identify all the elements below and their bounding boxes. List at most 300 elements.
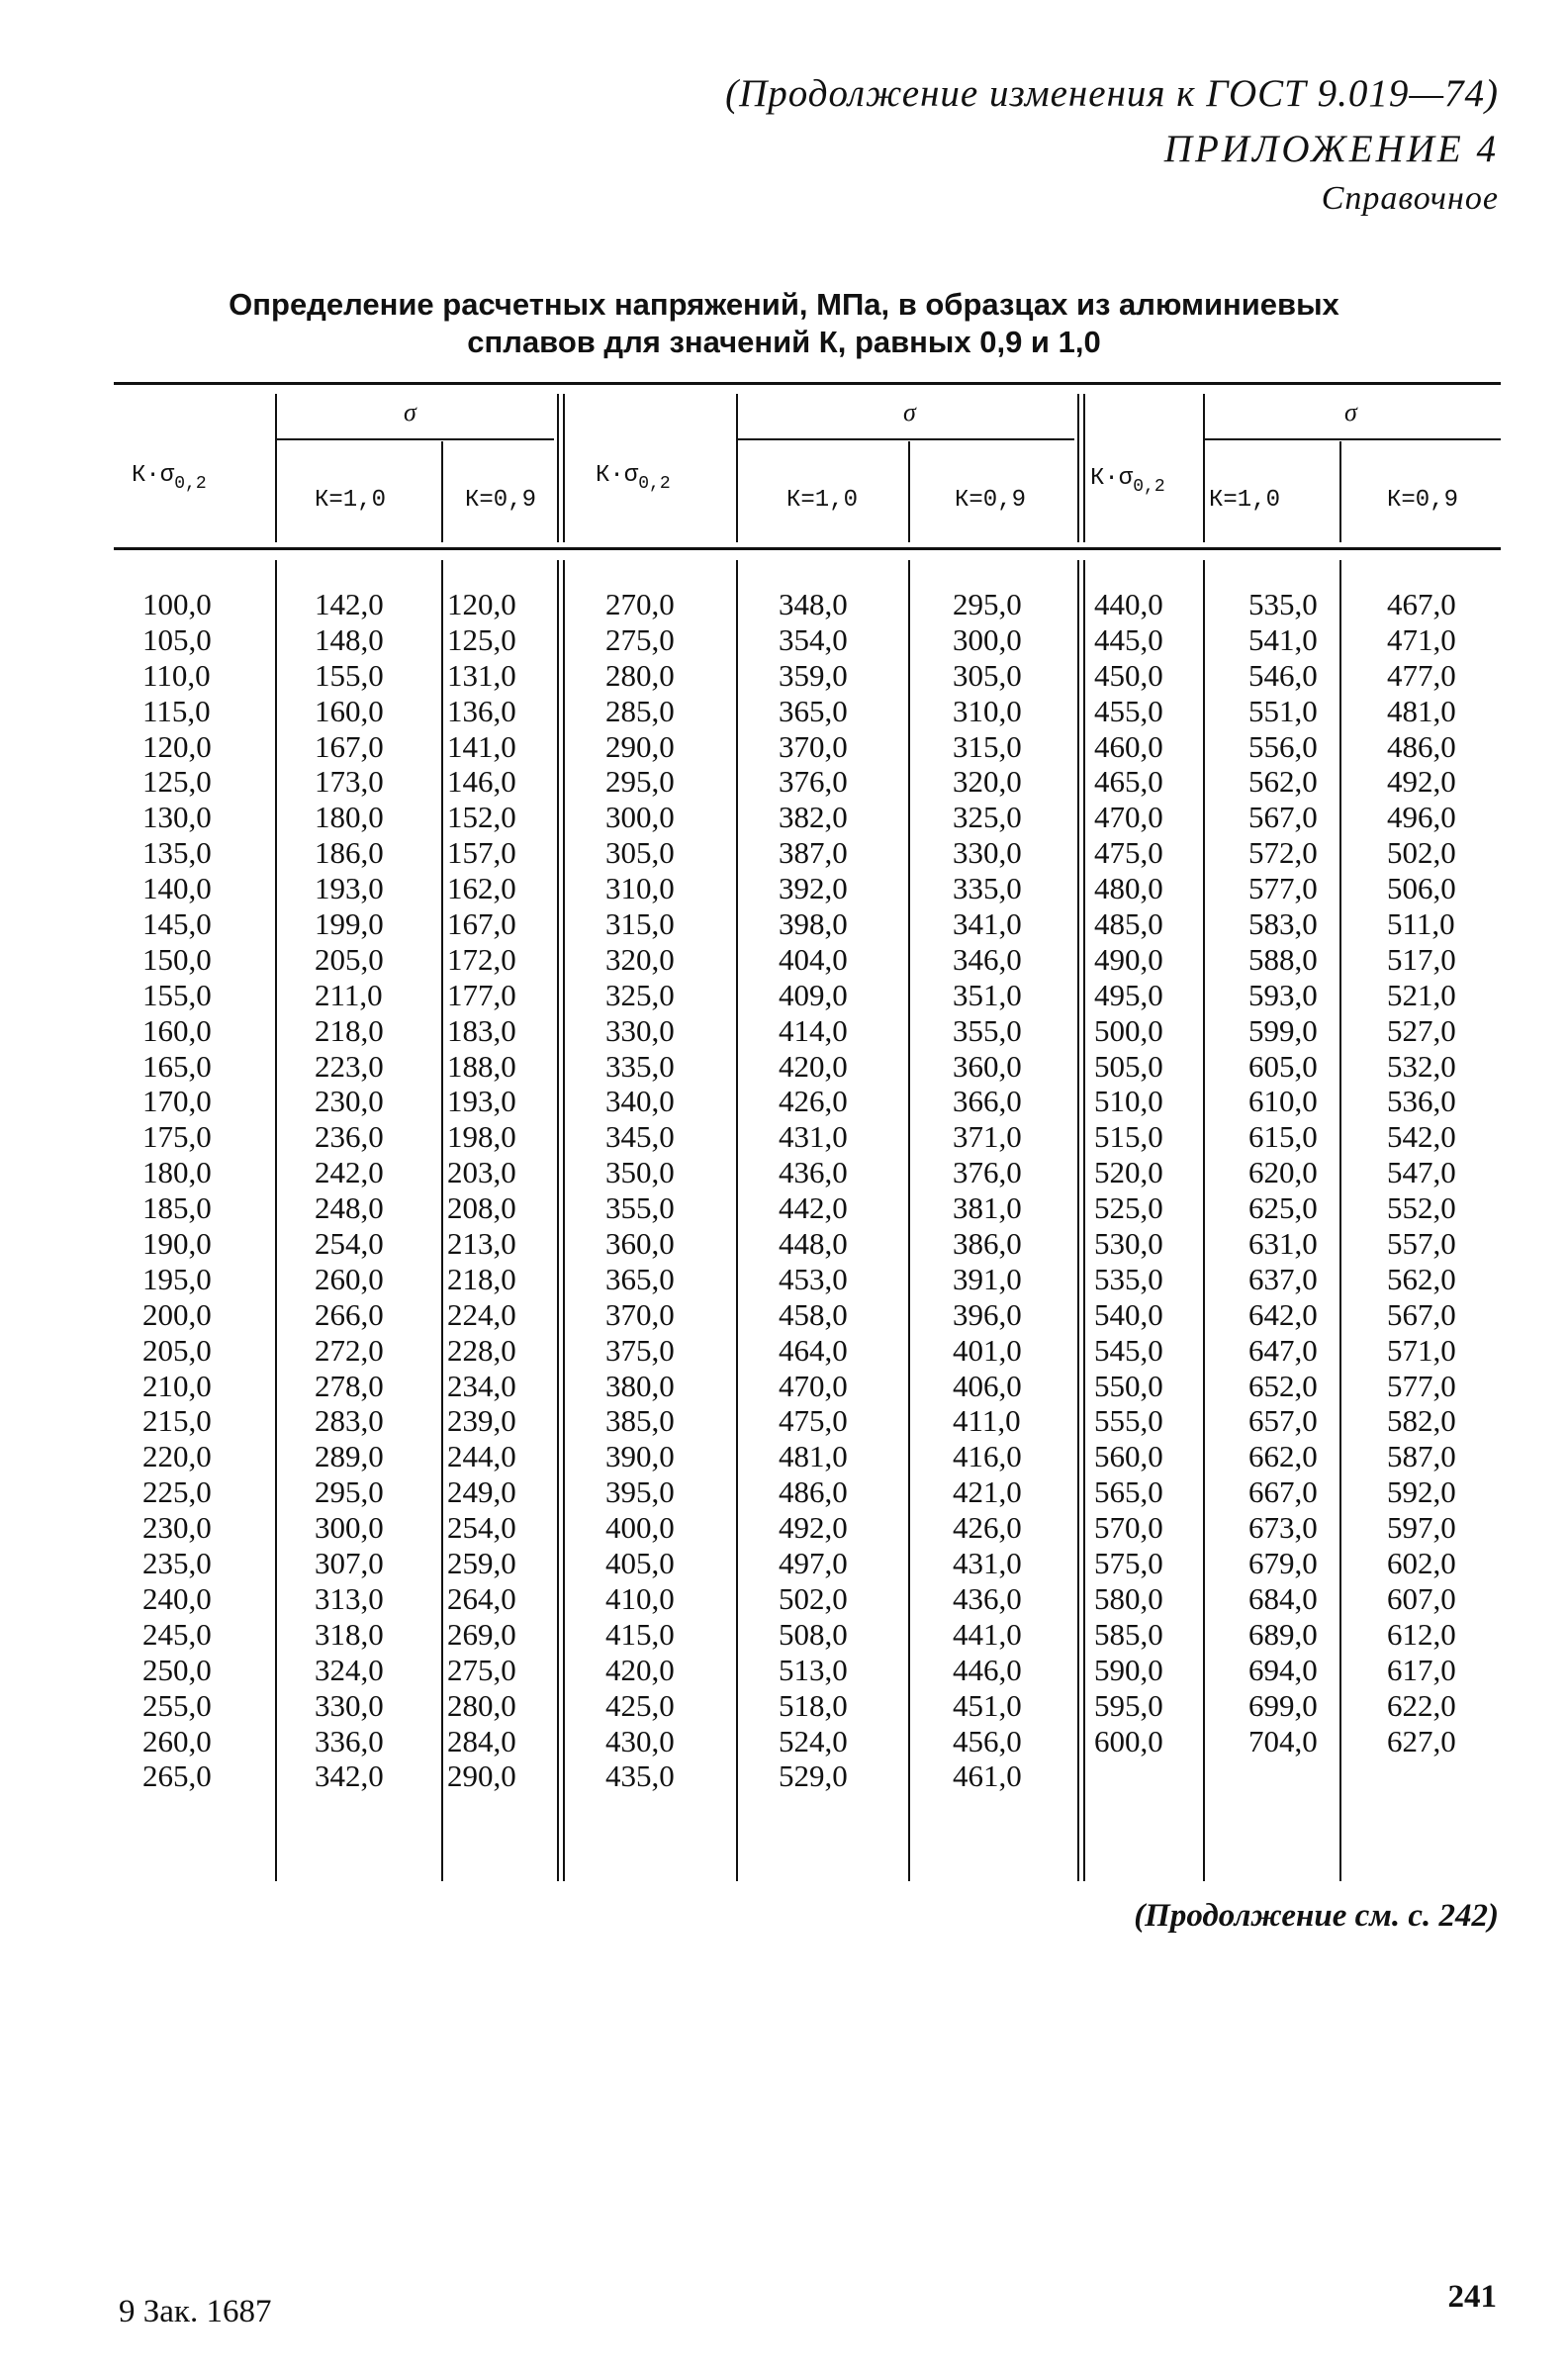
table-cell: 157,0	[447, 835, 516, 871]
table-cell: 505,0	[1094, 1048, 1163, 1084]
table-cell: 480,0	[1094, 871, 1163, 906]
group-divider	[557, 560, 559, 1881]
table-cell: 387,0	[779, 835, 848, 871]
table-cell: 699,0	[1248, 1687, 1318, 1723]
table-cell: 506,0	[1387, 871, 1456, 906]
table-cell: 615,0	[1248, 1119, 1318, 1155]
table-cell: 560,0	[1094, 1439, 1163, 1474]
table-cell: 355,0	[605, 1190, 675, 1226]
header-k-0-9: К=0,9	[955, 487, 1027, 514]
header-k-sigma: $К\cdot\sigma_{0,2}$	[596, 462, 671, 494]
group-divider	[563, 394, 565, 542]
table-cell: 582,0	[1387, 1403, 1456, 1439]
table-cell: 242,0	[315, 1155, 384, 1190]
table-cell: 475,0	[779, 1403, 848, 1439]
table-cell: 141,0	[447, 728, 516, 764]
table-cell: 481,0	[779, 1439, 848, 1474]
table-cell: 485,0	[1094, 906, 1163, 942]
table-cell: 245,0	[142, 1616, 212, 1652]
table-cell: 266,0	[315, 1296, 384, 1332]
header-k-1-0: К=1,0	[786, 487, 859, 514]
table-top-rule	[114, 382, 1501, 385]
table-cell: 142,0	[315, 587, 384, 621]
table-cell: 295,0	[605, 764, 675, 800]
table-cell: 508,0	[779, 1616, 848, 1652]
table-cell: 610,0	[1248, 1084, 1318, 1119]
table-cell: 595,0	[1094, 1687, 1163, 1723]
column-k-0-9-3	[1387, 587, 1456, 1758]
table-cell: 315,0	[953, 728, 1022, 764]
header-sigma: σ	[903, 398, 916, 427]
table-cell: 235,0	[142, 1546, 212, 1581]
table-cell: 416,0	[953, 1439, 1022, 1474]
table-cell: 684,0	[1248, 1580, 1318, 1616]
table-cell: 280,0	[447, 1687, 516, 1723]
table-cell: 210,0	[142, 1368, 212, 1403]
group-divider	[563, 560, 565, 1881]
table-cell: 450,0	[1094, 657, 1163, 693]
column-k-sigma-1	[142, 587, 212, 1794]
table-cell: 155,0	[142, 977, 212, 1012]
table-cell: 341,0	[953, 906, 1022, 942]
col-divider	[1339, 441, 1341, 542]
table-cell: 545,0	[1094, 1332, 1163, 1368]
table-cell: 305,0	[605, 835, 675, 871]
table-cell: 136,0	[447, 693, 516, 728]
table-cell: 250,0	[142, 1652, 212, 1687]
table-cell: 205,0	[142, 1332, 212, 1368]
table-cell: 380,0	[605, 1368, 675, 1403]
table-cell: 524,0	[779, 1723, 848, 1758]
table-cell: 637,0	[1248, 1261, 1318, 1296]
table-cell: 555,0	[1094, 1403, 1163, 1439]
table-cell: 239,0	[447, 1403, 516, 1439]
table-cell: 200,0	[142, 1296, 212, 1332]
table-cell: 188,0	[447, 1048, 516, 1084]
table-cell: 642,0	[1248, 1296, 1318, 1332]
table-cell: 183,0	[447, 1012, 516, 1048]
table-cell: 592,0	[1387, 1474, 1456, 1510]
table-cell: 517,0	[1387, 941, 1456, 977]
table-cell: 100,0	[142, 587, 212, 621]
table-cell: 254,0	[315, 1226, 384, 1262]
table-cell: 236,0	[315, 1119, 384, 1155]
table-cell: 324,0	[315, 1652, 384, 1687]
table-cell: 340,0	[605, 1084, 675, 1119]
table-cell: 375,0	[605, 1332, 675, 1368]
table-cell: 455,0	[1094, 693, 1163, 728]
table-cell: 490,0	[1094, 941, 1163, 977]
table-cell: 195,0	[142, 1261, 212, 1296]
group-divider	[1077, 560, 1079, 1881]
table-cell: 208,0	[447, 1190, 516, 1226]
header-k-sigma: $К\cdot\sigma_{0,2}$	[132, 462, 207, 494]
table-cell: 370,0	[605, 1296, 675, 1332]
table-cell: 515,0	[1094, 1119, 1163, 1155]
table-cell: 342,0	[315, 1758, 384, 1794]
table-cell: 464,0	[779, 1332, 848, 1368]
table-cell: 283,0	[315, 1403, 384, 1439]
table-cell: 446,0	[953, 1652, 1022, 1687]
table-cell: 535,0	[1248, 587, 1318, 621]
table-cell: 146,0	[447, 764, 516, 800]
table-cell: 510,0	[1094, 1084, 1163, 1119]
table-cell: 289,0	[315, 1439, 384, 1474]
table-cell: 260,0	[142, 1723, 212, 1758]
table-cell: 215,0	[142, 1403, 212, 1439]
table-cell: 260,0	[315, 1261, 384, 1296]
table-cell: 420,0	[605, 1652, 675, 1687]
table-cell: 430,0	[605, 1723, 675, 1758]
column-k-1-0-3	[1248, 587, 1318, 1758]
table-cell: 346,0	[953, 941, 1022, 977]
table-cell: 409,0	[779, 977, 848, 1012]
table-cell: 602,0	[1387, 1546, 1456, 1581]
table-cell: 360,0	[605, 1226, 675, 1262]
table-cell: 492,0	[779, 1510, 848, 1546]
table-cell: 500,0	[1094, 1012, 1163, 1048]
table-cell: 396,0	[953, 1296, 1022, 1332]
table-cell: 390,0	[605, 1439, 675, 1474]
table-cell: 173,0	[315, 764, 384, 800]
col-divider	[275, 394, 277, 542]
table-cell: 667,0	[1248, 1474, 1318, 1510]
column-k-1-0-1	[315, 587, 384, 1794]
table-cell: 300,0	[315, 1510, 384, 1546]
table-cell: 305,0	[953, 657, 1022, 693]
table-cell: 365,0	[779, 693, 848, 728]
table-cell: 285,0	[605, 693, 675, 728]
table-cell: 105,0	[142, 621, 212, 657]
sigma-rule-1	[277, 438, 554, 440]
table-cell: 470,0	[1094, 800, 1163, 835]
table-cell: 320,0	[605, 941, 675, 977]
table-cell: 193,0	[447, 1084, 516, 1119]
table-cell: 284,0	[447, 1723, 516, 1758]
table-cell: 547,0	[1387, 1155, 1456, 1190]
table-cell: 125,0	[142, 764, 212, 800]
table-cell: 426,0	[779, 1084, 848, 1119]
table-cell: 525,0	[1094, 1190, 1163, 1226]
table-cell: 460,0	[1094, 728, 1163, 764]
table-cell: 186,0	[315, 835, 384, 871]
table-cell: 278,0	[315, 1368, 384, 1403]
table-cell: 571,0	[1387, 1332, 1456, 1368]
table-cell: 546,0	[1248, 657, 1318, 693]
table-cell: 382,0	[779, 800, 848, 835]
table-cell: 562,0	[1387, 1261, 1456, 1296]
table-cell: 155,0	[315, 657, 384, 693]
table-cell: 228,0	[447, 1332, 516, 1368]
table-cell: 355,0	[953, 1012, 1022, 1048]
table-cell: 325,0	[605, 977, 675, 1012]
table-cell: 330,0	[315, 1687, 384, 1723]
column-k-sigma-2	[605, 587, 675, 1794]
table-cell: 310,0	[605, 871, 675, 906]
column-k-0-9-2	[953, 587, 1022, 1794]
col-divider	[1203, 394, 1205, 542]
table-cell: 513,0	[779, 1652, 848, 1687]
col-divider	[908, 441, 910, 542]
group-divider	[1083, 560, 1085, 1881]
table-cell: 135,0	[142, 835, 212, 871]
table-cell: 203,0	[447, 1155, 516, 1190]
table-cell: 587,0	[1387, 1439, 1456, 1474]
table-cell: 385,0	[605, 1403, 675, 1439]
col-divider	[1339, 560, 1341, 1881]
table-cell: 234,0	[447, 1368, 516, 1403]
table-cell: 570,0	[1094, 1510, 1163, 1546]
table-cell: 255,0	[142, 1687, 212, 1723]
table-cell: 211,0	[315, 977, 383, 1012]
table-cell: 486,0	[779, 1474, 848, 1510]
table-cell: 607,0	[1387, 1580, 1456, 1616]
table-cell: 585,0	[1094, 1616, 1163, 1652]
table-cell: 550,0	[1094, 1368, 1163, 1403]
table-cell: 458,0	[779, 1296, 848, 1332]
continuation-note: (Продолжение см. с. 242)	[1134, 1898, 1499, 1934]
table-cell: 170,0	[142, 1084, 212, 1119]
table-cell: 395,0	[605, 1474, 675, 1510]
table-cell: 461,0	[953, 1758, 1022, 1794]
col-divider	[736, 560, 738, 1881]
table-cell: 689,0	[1248, 1616, 1318, 1652]
table-cell: 465,0	[1094, 764, 1163, 800]
table-cell: 381,0	[953, 1190, 1022, 1226]
table-cell: 330,0	[953, 835, 1022, 871]
table-cell: 115,0	[142, 693, 211, 728]
table-cell: 280,0	[605, 657, 675, 693]
table-cell: 371,0	[953, 1119, 1022, 1155]
table-cell: 580,0	[1094, 1580, 1163, 1616]
table-cell: 662,0	[1248, 1439, 1318, 1474]
table-cell: 120,0	[142, 728, 212, 764]
table-cell: 220,0	[142, 1439, 212, 1474]
table-cell: 625,0	[1248, 1190, 1318, 1226]
table-cell: 193,0	[315, 871, 384, 906]
table-title-line-2: сплавов для значений К, равных 0,9 и 1,0	[467, 325, 1101, 359]
col-divider	[1203, 560, 1205, 1881]
table-cell: 421,0	[953, 1474, 1022, 1510]
table-cell: 386,0	[953, 1226, 1022, 1262]
table-cell: 165,0	[142, 1048, 212, 1084]
table-cell: 551,0	[1248, 693, 1318, 728]
column-k-0-9-1	[447, 587, 516, 1794]
table-cell: 471,0	[1387, 621, 1456, 657]
col-divider	[441, 441, 443, 542]
table-cell: 673,0	[1248, 1510, 1318, 1546]
table-cell: 249,0	[447, 1474, 516, 1510]
table-cell: 270,0	[605, 587, 675, 621]
col-divider	[908, 560, 910, 1881]
table-cell: 612,0	[1387, 1616, 1456, 1652]
table-cell: 185,0	[142, 1190, 212, 1226]
table-cell: 376,0	[779, 764, 848, 800]
table-cell: 600,0	[1094, 1723, 1163, 1758]
sigma-rule-3	[1205, 438, 1501, 440]
table-cell: 180,0	[142, 1155, 212, 1190]
table-cell: 567,0	[1387, 1296, 1456, 1332]
table-cell: 313,0	[315, 1580, 384, 1616]
table-cell: 442,0	[779, 1190, 848, 1226]
table-cell: 376,0	[953, 1155, 1022, 1190]
table-cell: 198,0	[447, 1119, 516, 1155]
table-cell: 120,0	[447, 587, 516, 621]
column-k-1-0-2	[779, 587, 848, 1794]
table-cell: 370,0	[779, 728, 848, 764]
table-cell: 213,0	[447, 1226, 516, 1262]
table-cell: 167,0	[447, 906, 516, 942]
header-k-sigma: $К\cdot\sigma_{0,2}$	[1090, 465, 1165, 497]
table-cell: 354,0	[779, 621, 848, 657]
table-cell: 336,0	[315, 1723, 384, 1758]
table-cell: 414,0	[779, 1012, 848, 1048]
table-cell: 199,0	[315, 906, 384, 942]
header-k-0-9: К=0,9	[1387, 487, 1459, 514]
table-cell: 265,0	[142, 1758, 212, 1794]
table-cell: 365,0	[605, 1261, 675, 1296]
table-cell: 495,0	[1094, 977, 1163, 1012]
table-cell: 527,0	[1387, 1012, 1456, 1048]
table-cell: 627,0	[1387, 1723, 1456, 1758]
table-cell: 518,0	[779, 1687, 848, 1723]
table-cell: 162,0	[447, 871, 516, 906]
table-cell: 218,0	[315, 1012, 384, 1048]
table-cell: 125,0	[447, 621, 516, 657]
column-k-sigma-3	[1094, 587, 1163, 1758]
table-cell: 590,0	[1094, 1652, 1163, 1687]
appendix-type: Справочное	[1321, 180, 1499, 217]
table-cell: 502,0	[1387, 835, 1456, 871]
table-cell: 406,0	[953, 1368, 1022, 1403]
table-cell: 575,0	[1094, 1546, 1163, 1581]
table-title-line-1: Определение расчетных напряжений, МПа, в образцах из алюминиевых	[229, 287, 1339, 322]
table-cell: 350,0	[605, 1155, 675, 1190]
table-cell: 335,0	[953, 871, 1022, 906]
table-cell: 130,0	[142, 800, 212, 835]
table-cell: 290,0	[447, 1758, 516, 1794]
footer-order-number: 9 Зак. 1687	[119, 2294, 272, 2329]
header-sigma: σ	[1344, 398, 1357, 427]
table-cell: 605,0	[1248, 1048, 1318, 1084]
table-cell: 290,0	[605, 728, 675, 764]
table-cell: 131,0	[447, 657, 516, 693]
table-cell: 583,0	[1248, 906, 1318, 942]
table-cell: 530,0	[1094, 1226, 1163, 1262]
table-cell: 521,0	[1387, 977, 1456, 1012]
table-cell: 400,0	[605, 1510, 675, 1546]
table-cell: 436,0	[953, 1580, 1022, 1616]
table-cell: 275,0	[447, 1652, 516, 1687]
table-cell: 620,0	[1248, 1155, 1318, 1190]
table-cell: 425,0	[605, 1687, 675, 1723]
table-cell: 320,0	[953, 764, 1022, 800]
table-cell: 366,0	[953, 1084, 1022, 1119]
table-cell: 300,0	[605, 800, 675, 835]
table-cell: 617,0	[1387, 1652, 1456, 1687]
table-cell: 440,0	[1094, 587, 1163, 621]
table-cell: 456,0	[953, 1723, 1022, 1758]
table-cell: 562,0	[1248, 764, 1318, 800]
table-cell: 448,0	[779, 1226, 848, 1262]
table-cell: 410,0	[605, 1580, 675, 1616]
table-cell: 392,0	[779, 871, 848, 906]
table-cell: 230,0	[142, 1510, 212, 1546]
table-cell: 441,0	[953, 1616, 1022, 1652]
table-cell: 486,0	[1387, 728, 1456, 764]
table-cell: 657,0	[1248, 1403, 1318, 1439]
table-cell: 502,0	[779, 1580, 848, 1616]
table-cell: 415,0	[605, 1616, 675, 1652]
header-continuation-note: (Продолжение изменения к ГОСТ 9.019—74)	[725, 72, 1499, 115]
table-cell: 492,0	[1387, 764, 1456, 800]
table-cell: 360,0	[953, 1048, 1022, 1084]
table-cell: 577,0	[1248, 871, 1318, 906]
table-cell: 453,0	[779, 1261, 848, 1296]
table-cell: 254,0	[447, 1510, 516, 1546]
table-cell: 431,0	[953, 1546, 1022, 1581]
table-cell: 481,0	[1387, 693, 1456, 728]
header-k-0-9: К=0,9	[465, 487, 537, 514]
table-cell: 275,0	[605, 621, 675, 657]
table-cell: 599,0	[1248, 1012, 1318, 1048]
table-cell: 552,0	[1387, 1190, 1456, 1226]
table-cell: 307,0	[315, 1546, 384, 1581]
table-cell: 411,0	[953, 1403, 1021, 1439]
table-cell: 175,0	[142, 1119, 212, 1155]
table-cell: 259,0	[447, 1546, 516, 1581]
group-divider	[1083, 394, 1085, 542]
table-cell: 335,0	[605, 1048, 675, 1084]
col-divider	[275, 560, 277, 1881]
table-cell: 205,0	[315, 941, 384, 977]
table-cell: 295,0	[953, 587, 1022, 621]
table-cell: 431,0	[779, 1119, 848, 1155]
table-cell: 110,0	[142, 657, 211, 693]
table-cell: 160,0	[142, 1012, 212, 1048]
table-cell: 631,0	[1248, 1226, 1318, 1262]
table-cell: 647,0	[1248, 1332, 1318, 1368]
table-cell: 172,0	[447, 941, 516, 977]
table-cell: 556,0	[1248, 728, 1318, 764]
table-cell: 310,0	[953, 693, 1022, 728]
table-cell: 420,0	[779, 1048, 848, 1084]
table-cell: 177,0	[447, 977, 516, 1012]
table-cell: 557,0	[1387, 1226, 1456, 1262]
table-cell: 532,0	[1387, 1048, 1456, 1084]
table-cell: 536,0	[1387, 1084, 1456, 1119]
table-cell: 542,0	[1387, 1119, 1456, 1155]
table-cell: 269,0	[447, 1616, 516, 1652]
table-cell: 529,0	[779, 1758, 848, 1794]
table-cell: 348,0	[779, 587, 848, 621]
table-cell: 244,0	[447, 1439, 516, 1474]
table-cell: 593,0	[1248, 977, 1318, 1012]
table-cell: 577,0	[1387, 1368, 1456, 1403]
table-cell: 240,0	[142, 1580, 212, 1616]
table-cell: 180,0	[315, 800, 384, 835]
table-cell: 152,0	[447, 800, 516, 835]
table-cell: 315,0	[605, 906, 675, 942]
table-cell: 597,0	[1387, 1510, 1456, 1546]
table-cell: 445,0	[1094, 621, 1163, 657]
table-cell: 470,0	[779, 1368, 848, 1403]
table-cell: 694,0	[1248, 1652, 1318, 1687]
table-cell: 511,0	[1387, 906, 1455, 942]
table-cell: 426,0	[953, 1510, 1022, 1546]
table-cell: 622,0	[1387, 1687, 1456, 1723]
table-cell: 391,0	[953, 1261, 1022, 1296]
